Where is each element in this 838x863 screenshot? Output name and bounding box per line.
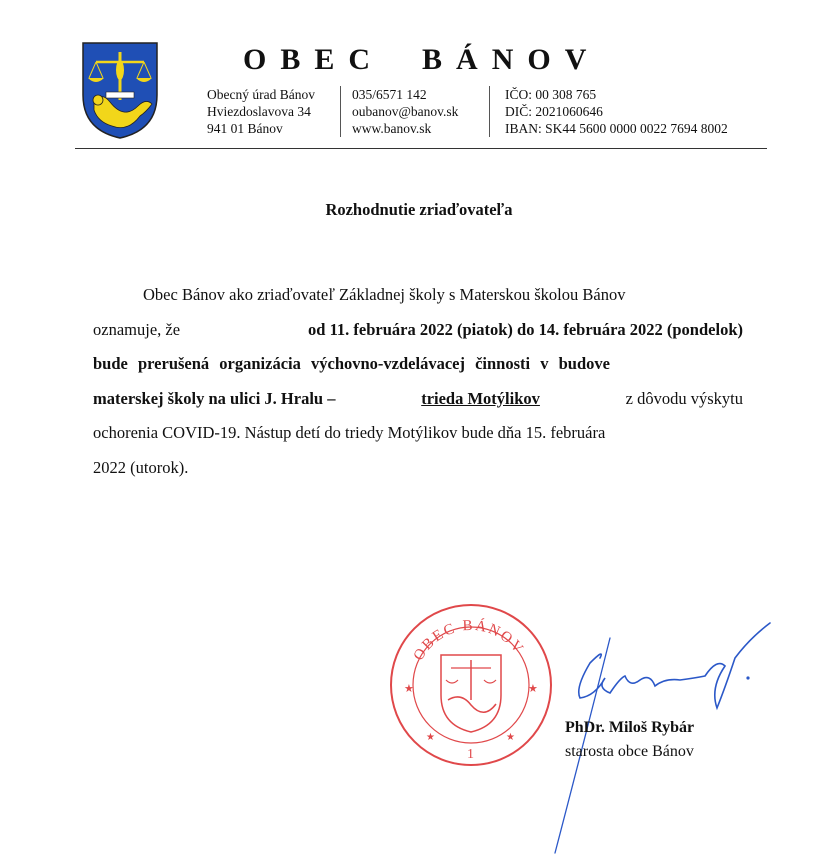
phone-number: 035/6571 142 xyxy=(352,87,427,102)
announcement-paragraph xyxy=(93,278,743,485)
stamp-number: 1 xyxy=(467,747,474,762)
header-divider xyxy=(340,86,341,137)
school-location: materskej školy na ulici J. Hralu – xyxy=(93,388,336,408)
stamp-text: OBEC BÁNOV xyxy=(410,617,527,664)
star-icon: ★ xyxy=(528,683,538,695)
signatory-block xyxy=(565,716,694,764)
dic-number: DIČ: 2021060646 xyxy=(505,104,603,119)
title-word-banov: BÁNOV xyxy=(422,43,601,76)
paragraph-line: ochorenia COVID-19. Nástup detí do triedy Motýlikov bude dňa 15. februára xyxy=(93,423,606,442)
paragraph-text: z dôvodu výskytu xyxy=(625,388,743,408)
email-address: oubanov@banov.sk xyxy=(352,104,459,119)
address-line: Hviezdoslavova 34 xyxy=(207,104,311,119)
closure-dates: od 11. februára 2022 (piatok) do 14. februára 2022 (pondelok) xyxy=(308,319,743,339)
coat-of-arms-logo xyxy=(80,40,160,140)
paragraph-text: oznamuje, že xyxy=(93,319,181,339)
star-icon: ★ xyxy=(506,732,515,743)
municipality-title xyxy=(243,43,600,77)
signatory-title: starosta obce Bánov xyxy=(565,743,694,760)
closure-statement: bude prerušená organizácia výchovno-vzdelávacej činnosti v budove xyxy=(93,354,610,373)
header-divider xyxy=(489,86,490,137)
document-heading: Rozhodnutie zriaďovateľa xyxy=(325,200,513,219)
header-rule xyxy=(75,148,767,149)
address-line: 941 01 Bánov xyxy=(207,121,283,136)
paragraph-line xyxy=(93,347,743,382)
signatory-name: PhDr. Miloš Rybár xyxy=(565,719,695,736)
paragraph-line xyxy=(93,313,743,348)
class-name: trieda Motýlikov xyxy=(421,388,540,408)
title-word-obec: OBEC xyxy=(243,43,385,76)
star-icon: ★ xyxy=(426,732,435,743)
registration-block xyxy=(505,86,728,137)
address-block xyxy=(207,86,315,137)
address-line: Obecný úrad Bánov xyxy=(207,87,315,102)
star-icon: ★ xyxy=(404,683,414,695)
website: www.banov.sk xyxy=(352,121,432,136)
paragraph-line: Obec Bánov ako zriaďovateľ Základnej školy s Materskou školou Bánov xyxy=(143,285,626,304)
contact-block xyxy=(352,86,458,137)
paragraph-line: 2022 (utorok). xyxy=(93,457,189,477)
iban-number: IBAN: SK44 5600 0000 0022 7694 8002 xyxy=(505,121,728,136)
paragraph-line xyxy=(93,382,743,417)
ico-number: IČO: 00 308 765 xyxy=(505,87,597,102)
